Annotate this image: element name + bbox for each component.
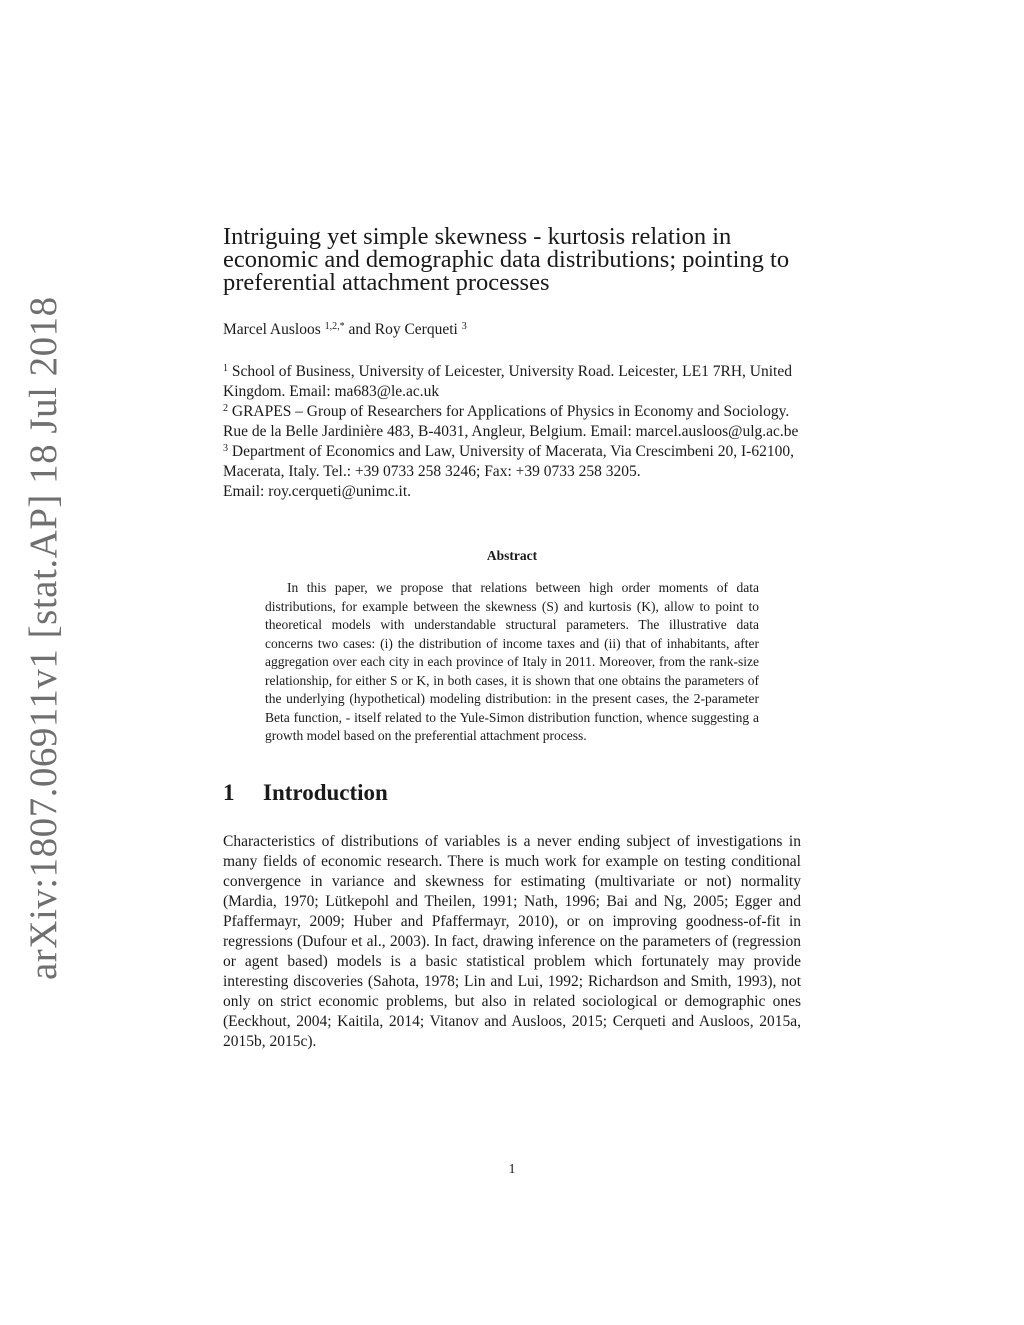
author-line bbox=[223, 320, 801, 340]
author-name: Roy Cerqueti bbox=[374, 321, 458, 338]
section-heading bbox=[223, 780, 801, 806]
arxiv-identifier-stamp[interactable]: arXiv:1807.06911v1 [stat.AP] 18 Jul 2018 bbox=[22, 296, 65, 980]
affiliation-text: Department of Economics and Law, University of Macerata, Via Crescimbeni 20, I-62100, Macerata, Italy. Tel.: +39 0733 258 3246; Fax: +39 0733 258 3205. bbox=[223, 443, 794, 480]
affiliation-text: GRAPES – Group of Researchers for Applications of Physics in Economy and Sociology. Rue de la Belle Jardinière 483, B-4031, Angleur, Belgium. Email: marcel.ausloos@ulg.ac.be bbox=[223, 403, 799, 440]
abstract-heading: Abstract bbox=[486, 548, 538, 563]
affiliation-mark: 3 bbox=[223, 443, 228, 454]
affiliation-3 bbox=[223, 442, 801, 482]
affiliation-3-email: Email: roy.cerqueti@unimc.it. bbox=[223, 483, 412, 500]
affiliation-text: School of Business, University of Leicester, University Road. Leicester, LE1 7RH, United Kingdom. Email: ma683@le.ac.uk bbox=[223, 363, 792, 400]
affiliation-1 bbox=[223, 362, 801, 402]
affiliations-block bbox=[223, 362, 801, 502]
paper-content bbox=[223, 225, 801, 1052]
affiliation-2 bbox=[223, 402, 801, 442]
page-number: 1 bbox=[508, 1162, 516, 1177]
abstract-text: In this paper, we propose that relations between high order moments of data distributions, for example between the skewness (S) and kurtosis (K), allow to point to theoretical models with understandable structural parameters. The illustrative data concerns two cases: (i) the distribution of income taxes and (ii) that of inhabitants, after aggregation over each city in each province of Italy in 2011. Moreover, from the rank-size relationship, for either S or K, in both cases, it is shown that one obtains the parameters of the underlying (hypothetical) modeling distribution: in the present cases, the 2-parameter Beta function, - itself related to the Yule-Simon distribution function, whence suggesting a growth model based on the preferential attachment process. bbox=[265, 580, 759, 743]
affiliation-mark: 2 bbox=[223, 403, 228, 414]
affiliation-mark: 1 bbox=[223, 363, 228, 374]
author-connector: and bbox=[348, 321, 371, 338]
author-affiliation-marks: 3 bbox=[461, 321, 467, 332]
section-number: 1 bbox=[223, 779, 235, 805]
author-affiliation-marks: 1,2,* bbox=[324, 321, 345, 332]
section-title: Introduction bbox=[263, 779, 388, 805]
introduction-paragraph: Characteristics of distributions of variables is a never ending subject of investigations in many fields of economic research. There is much work for example on testing conditional convergence in variance and skewness for estimating (multivariate or not) normality (Mardia, 1970; Lütkepohl and Theilen, 1991; Nath, 1996; Bai and Ng, 2005; Egger and Pfaffermayr, 2009; Huber and Pfaffermayr, 2010), or on improving goodness-of-fit in regressions (Dufour et al., 2003). In fact, drawing inference on the parameters of (regression or agent based) models is a basic statistical problem which fortunately may provide interesting discoveries (Sahota, 1978; Lin and Lui, 1992; Richardson and Smith, 1993), not only on strict economic problems, but also in related sociological or demographic ones (Eeckhout, 2004; Kaitila, 2014; Vitanov and Ausloos, 2015; Cerqueti and Ausloos, 2015a, 2015b, 2015c). bbox=[223, 832, 801, 1050]
author-name: Marcel Ausloos bbox=[223, 321, 321, 338]
paper-title: Intriguing yet simple skewness - kurtosis relation in economic and demographic data distributions; pointing to preferential attachment processes bbox=[223, 223, 790, 296]
